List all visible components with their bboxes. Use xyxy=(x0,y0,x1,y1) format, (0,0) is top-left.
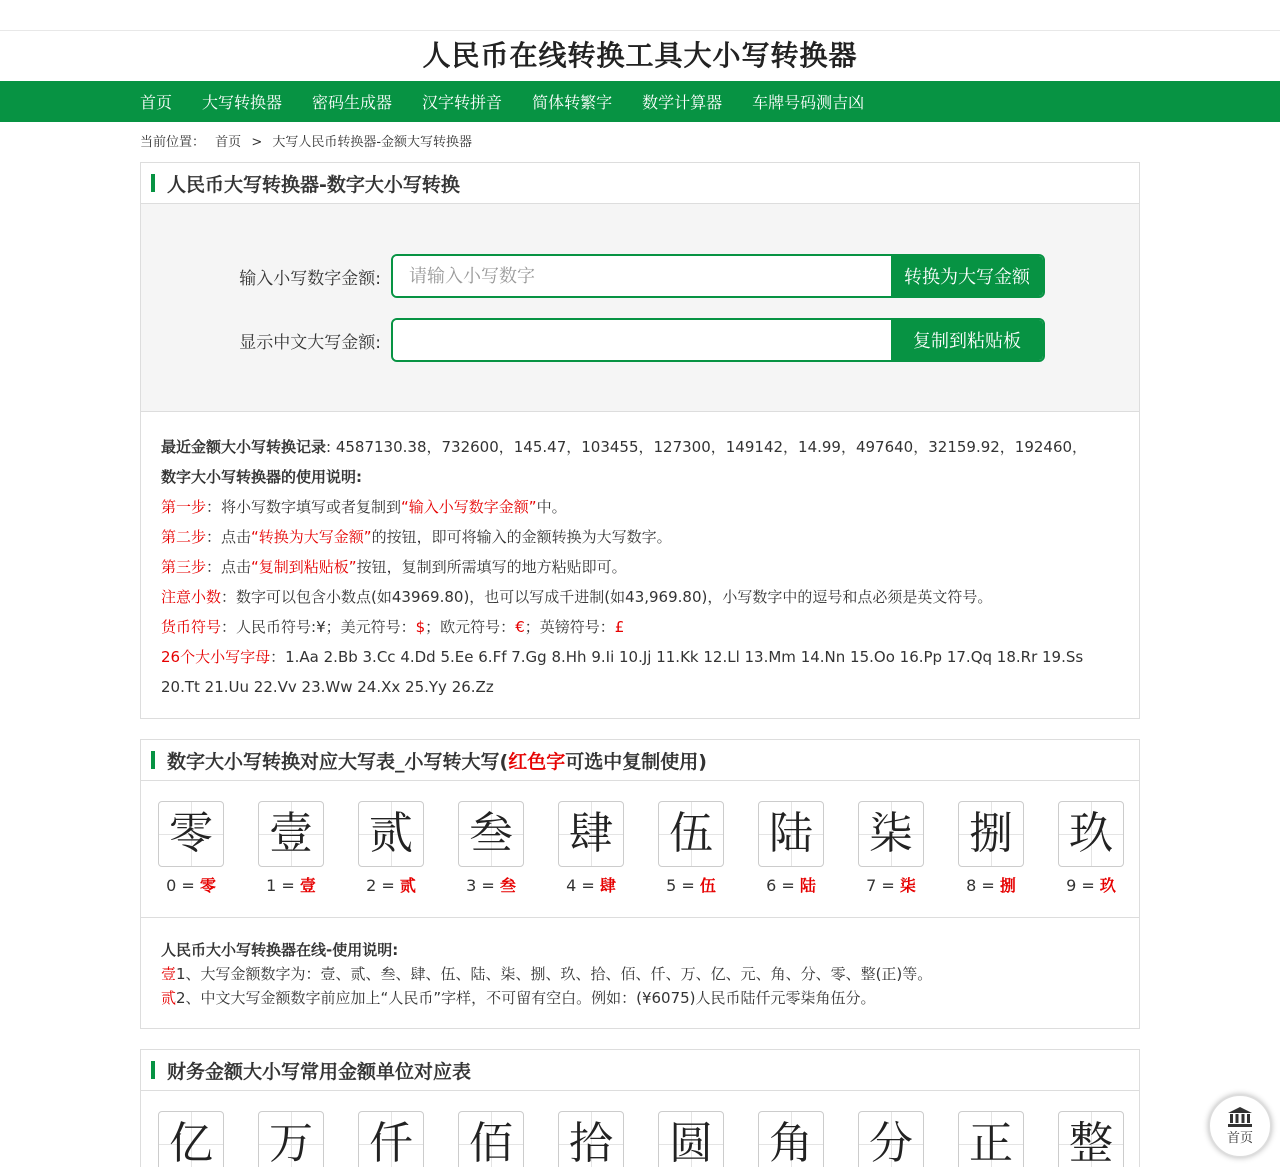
bank-icon xyxy=(1227,1106,1253,1132)
unit-char-row xyxy=(141,1091,1139,1167)
breadcrumb-label: 当前位置： xyxy=(140,135,206,150)
char-cell xyxy=(758,801,824,917)
char-caption: 7 = 柒 xyxy=(866,876,916,895)
nav-uppercase-converter[interactable]: 大写转换器 xyxy=(202,93,283,112)
digit-char-row xyxy=(141,781,1139,918)
step2-text-b: “转换为大写金额” xyxy=(251,528,372,546)
char-usage-info xyxy=(141,918,1139,1028)
char-glyph[interactable]: 玖 xyxy=(1058,801,1124,867)
char-usage-line-1 xyxy=(161,962,1119,986)
letters-line-2: 20.Tt 21.Uu 22.Vv 23.Ww 24.Xx 25.Yy 26.Zz xyxy=(161,678,494,696)
line2-mark: 贰 xyxy=(161,989,177,1007)
step1-text-b: “输入小写数字金额” xyxy=(401,498,537,516)
char-cell xyxy=(458,801,524,917)
unit-char-glyph[interactable]: 万 xyxy=(258,1111,324,1167)
gbp-symbol: £ xyxy=(614,618,625,636)
gbp-label: ；英镑符号： xyxy=(524,618,615,636)
unit-table-title: 财务金额大小写常用金额单位对应表 xyxy=(167,1060,472,1083)
char-usage-line-2 xyxy=(161,986,1119,1010)
char-cell xyxy=(858,801,924,917)
usage-title: 数字大小写转换器的使用说明: xyxy=(161,468,362,486)
letters-line xyxy=(161,642,1119,672)
char-cell xyxy=(358,801,424,917)
step1-text-c: 中。 xyxy=(536,498,567,516)
title-red: 红色字 xyxy=(508,750,566,773)
char-caption: 4 = 肆 xyxy=(566,876,616,895)
top-strip xyxy=(0,0,1280,31)
breadcrumb xyxy=(140,122,1140,162)
char-cell xyxy=(558,801,624,917)
converter-panel-title: 人民币大写转换器-数字大小写转换 xyxy=(167,173,460,196)
line1-text: 1、大写金额数字为：壹、贰、叁、肆、伍、陆、柒、捌、玖、拾、佰、仟、万、亿、元、角、分、零、整(正)等。 xyxy=(176,965,933,983)
char-caption: 3 = 叁 xyxy=(466,876,516,895)
float-home-button[interactable] xyxy=(1208,1094,1272,1158)
char-caption: 8 = 捌 xyxy=(966,876,1016,895)
char-cell xyxy=(258,801,324,917)
records-values: : 4587130.38，732600，145.47，103455，127300，149142，14.99，497640，32159.92，192460， xyxy=(326,438,1088,456)
input-label: 输入小写数字金额: xyxy=(239,268,381,289)
step3-text-c: 按钮，复制到所需填写的地方粘贴即可。 xyxy=(356,558,627,576)
records-label: 最近金额大小写转换记录 xyxy=(161,438,327,456)
unit-char-glyph[interactable]: 角 xyxy=(758,1111,824,1167)
unit-char-glyph[interactable]: 分 xyxy=(858,1111,924,1167)
note-line xyxy=(161,582,1119,612)
usage-info xyxy=(141,412,1139,718)
nav-home[interactable]: 首页 xyxy=(140,93,173,112)
converter-form xyxy=(141,204,1139,412)
currency-rmb: ：人民币符号:¥；美元符号： xyxy=(221,618,416,636)
step1-label: 第一步 xyxy=(161,498,207,516)
step3-line xyxy=(161,552,1119,582)
title-part-b: 可选中复制使用) xyxy=(565,750,707,773)
unit-char-glyph[interactable]: 圆 xyxy=(658,1111,724,1167)
char-table-panel xyxy=(140,739,1140,1029)
note-label: 注意小数 xyxy=(161,588,222,606)
output-label: 显示中文大写金额: xyxy=(239,332,381,353)
main-nav xyxy=(0,81,1280,122)
step2-label: 第二步 xyxy=(161,528,207,546)
char-caption: 2 = 贰 xyxy=(366,876,416,895)
unit-char-glyph[interactable]: 仟 xyxy=(358,1111,424,1167)
header-bar xyxy=(151,174,155,192)
nav-traditional[interactable]: 简体转繁字 xyxy=(532,93,613,112)
header-bar xyxy=(151,1061,155,1079)
eur-label: ；欧元符号： xyxy=(425,618,516,636)
char-glyph[interactable]: 陆 xyxy=(758,801,824,867)
char-glyph[interactable]: 叁 xyxy=(458,801,524,867)
char-cell xyxy=(158,801,224,917)
char-caption: 9 = 玖 xyxy=(1066,876,1116,895)
site-title: 人民币在线转换工具大小写转换器 xyxy=(422,39,858,72)
converter-panel xyxy=(140,162,1140,719)
nav-pinyin[interactable]: 汉字转拼音 xyxy=(422,93,503,112)
char-glyph[interactable]: 肆 xyxy=(558,801,624,867)
char-cell xyxy=(958,801,1024,917)
step1-line xyxy=(161,492,1119,522)
title-part-a: 数字大小写转换对应大写表_小写转大写( xyxy=(167,750,509,773)
char-table-title xyxy=(167,747,707,774)
copy-button[interactable]: 复制到粘贴板 xyxy=(891,320,1043,360)
currency-line xyxy=(161,612,1119,642)
unit-char-glyph[interactable]: 正 xyxy=(958,1111,1024,1167)
step3-label: 第三步 xyxy=(161,558,207,576)
char-glyph[interactable]: 壹 xyxy=(258,801,324,867)
unit-char-glyph[interactable]: 拾 xyxy=(558,1111,624,1167)
converter-panel-header xyxy=(141,163,1139,204)
letters-label: 26个大小写字母 xyxy=(161,648,271,666)
unit-table-header xyxy=(141,1050,1139,1091)
note-text: ：数字可以包含小数点(如43969.80)，也可以写成千进制(如43,969.80)，小写数字中的逗号和点必须是英文符号。 xyxy=(221,588,993,606)
char-caption: 0 = 零 xyxy=(166,876,216,895)
line1-mark: 壹 xyxy=(161,965,177,983)
step2-text-a: ：点击 xyxy=(206,528,252,546)
step3-text-a: ：点击 xyxy=(206,558,252,576)
amount-input[interactable] xyxy=(393,256,891,296)
nav-license-plate[interactable]: 车牌号码测吉凶 xyxy=(752,93,865,112)
unit-table-panel xyxy=(140,1049,1140,1167)
char-glyph[interactable]: 捌 xyxy=(958,801,1024,867)
char-cell xyxy=(1058,801,1124,917)
step1-text-a: ：将小写数字填写或者复制到 xyxy=(206,498,402,516)
char-caption: 1 = 壹 xyxy=(266,876,316,895)
nav-calculator[interactable]: 数学计算器 xyxy=(642,93,723,112)
unit-char-glyph[interactable]: 亿 xyxy=(158,1111,224,1167)
char-table-header xyxy=(141,740,1139,781)
float-home-label: 首页 xyxy=(1226,1131,1253,1146)
header-bar xyxy=(151,751,155,769)
eur-symbol: € xyxy=(515,618,525,636)
result-output[interactable] xyxy=(393,320,891,360)
char-caption: 6 = 陆 xyxy=(766,876,816,895)
unit-char-glyph[interactable]: 佰 xyxy=(458,1111,524,1167)
char-glyph[interactable]: 柒 xyxy=(858,801,924,867)
breadcrumb-sep: > xyxy=(251,135,263,150)
char-cell xyxy=(658,801,724,917)
unit-char-glyph[interactable]: 整 xyxy=(1058,1111,1124,1167)
char-caption: 5 = 伍 xyxy=(666,876,716,895)
char-glyph[interactable]: 贰 xyxy=(358,801,424,867)
breadcrumb-home[interactable]: 首页 xyxy=(215,135,242,150)
nav-password-generator[interactable]: 密码生成器 xyxy=(312,93,393,112)
step2-line xyxy=(161,522,1119,552)
records-line xyxy=(161,432,1119,462)
step2-text-c: 的按钮，即可将输入的金额转换为大写数字。 xyxy=(371,528,672,546)
char-glyph[interactable]: 伍 xyxy=(658,801,724,867)
step3-text-b: “复制到粘贴板” xyxy=(251,558,357,576)
usd-symbol: $ xyxy=(415,618,426,636)
char-usage-title: 人民币大小写转换器在线-使用说明: xyxy=(161,941,399,959)
letters-text-a: ：1.Aa 2.Bb 3.Cc 4.Dd 5.Ee 6.Ff 7.Gg 8.Hh 9.Ii 10.Jj 11.Kk 12.Ll 13.Mm 14.Nn 15.Oo 16.Pp 17.Qq 18.Rr 19.Ss xyxy=(270,648,1084,666)
currency-label: 货币符号 xyxy=(161,618,222,636)
line2-text: 2、中文大写金额数字前应加上“人民币”字样，不可留有空白。例如：(¥6075)人民币陆仟元零柒角伍分。 xyxy=(176,989,876,1007)
char-glyph[interactable]: 零 xyxy=(158,801,224,867)
breadcrumb-current: 大写人民币转换器-金额大写转换器 xyxy=(272,135,473,150)
convert-button[interactable]: 转换为大写金额 xyxy=(891,256,1043,296)
